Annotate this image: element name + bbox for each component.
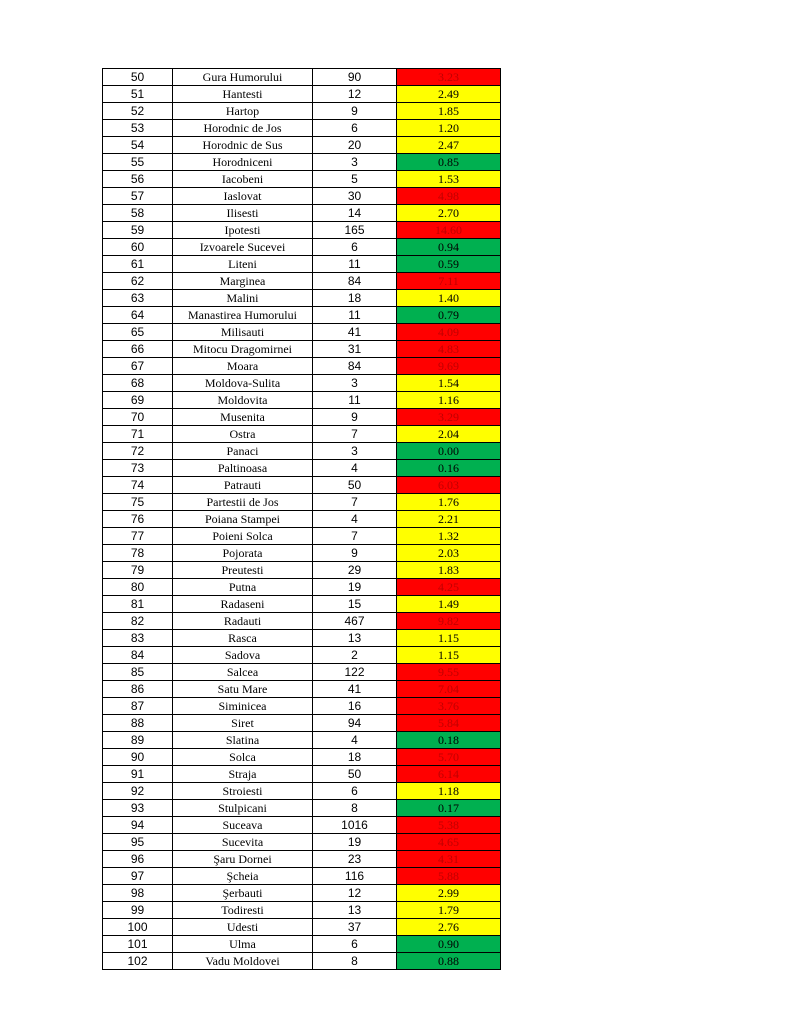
case-count: 2	[313, 647, 397, 664]
row-number: 64	[103, 307, 173, 324]
incidence-rate: 1.49	[397, 596, 501, 613]
locality-name: Moldovita	[173, 392, 313, 409]
case-count: 41	[313, 324, 397, 341]
table-row	[103, 885, 501, 902]
row-number: 99	[103, 902, 173, 919]
locality-name: Satu Mare	[173, 681, 313, 698]
locality-name: Malini	[173, 290, 313, 307]
row-number: 56	[103, 171, 173, 188]
locality-name: Liteni	[173, 256, 313, 273]
row-number: 52	[103, 103, 173, 120]
row-number: 89	[103, 732, 173, 749]
row-number: 53	[103, 120, 173, 137]
row-number: 88	[103, 715, 173, 732]
table-row	[103, 868, 501, 885]
row-number: 51	[103, 86, 173, 103]
incidence-rate: 1.32	[397, 528, 501, 545]
row-number: 78	[103, 545, 173, 562]
incidence-rate: 4.83	[397, 341, 501, 358]
incidence-rate: 0.88	[397, 953, 501, 970]
table-row	[103, 375, 501, 392]
incidence-rate: 0.16	[397, 460, 501, 477]
locality-name: Slatina	[173, 732, 313, 749]
incidence-rate: 0.00	[397, 443, 501, 460]
table-row	[103, 460, 501, 477]
row-number: 92	[103, 783, 173, 800]
row-number: 94	[103, 817, 173, 834]
table-row	[103, 851, 501, 868]
locality-name: Stroiesti	[173, 783, 313, 800]
table-row	[103, 307, 501, 324]
locality-name: Şaru Dornei	[173, 851, 313, 868]
locality-name: Udesti	[173, 919, 313, 936]
incidence-rate: 1.79	[397, 902, 501, 919]
table-row	[103, 749, 501, 766]
incidence-rate: 2.47	[397, 137, 501, 154]
incidence-rate: 3.29	[397, 409, 501, 426]
table-row	[103, 630, 501, 647]
incidence-rate: 4.98	[397, 188, 501, 205]
row-number: 100	[103, 919, 173, 936]
table-row	[103, 681, 501, 698]
row-number: 69	[103, 392, 173, 409]
row-number: 72	[103, 443, 173, 460]
locality-name: Marginea	[173, 273, 313, 290]
locality-name: Salcea	[173, 664, 313, 681]
locality-name: Iaslovat	[173, 188, 313, 205]
table-row	[103, 290, 501, 307]
table-row	[103, 698, 501, 715]
locality-name: Hartop	[173, 103, 313, 120]
case-count: 467	[313, 613, 397, 630]
row-number: 82	[103, 613, 173, 630]
case-count: 8	[313, 953, 397, 970]
locality-name: Ilisesti	[173, 205, 313, 222]
table-row	[103, 953, 501, 970]
case-count: 4	[313, 732, 397, 749]
row-number: 93	[103, 800, 173, 817]
table-row	[103, 647, 501, 664]
case-count: 11	[313, 392, 397, 409]
row-number: 63	[103, 290, 173, 307]
table-row	[103, 137, 501, 154]
row-number: 67	[103, 358, 173, 375]
locality-name: Siret	[173, 715, 313, 732]
locality-name: Rasca	[173, 630, 313, 647]
table-row	[103, 528, 501, 545]
table-row	[103, 188, 501, 205]
table-row	[103, 936, 501, 953]
incidence-rate: 0.90	[397, 936, 501, 953]
row-number: 74	[103, 477, 173, 494]
locality-name: Poieni Solca	[173, 528, 313, 545]
case-count: 122	[313, 664, 397, 681]
case-count: 165	[313, 222, 397, 239]
incidence-rate: 4.31	[397, 851, 501, 868]
locality-name: Horodnic de Sus	[173, 137, 313, 154]
incidence-rate: 5.70	[397, 749, 501, 766]
row-number: 57	[103, 188, 173, 205]
case-count: 11	[313, 256, 397, 273]
table-row	[103, 545, 501, 562]
locality-name: Ulma	[173, 936, 313, 953]
case-count: 18	[313, 290, 397, 307]
table-row	[103, 579, 501, 596]
incidence-rate: 0.59	[397, 256, 501, 273]
case-count: 6	[313, 936, 397, 953]
table-row	[103, 205, 501, 222]
case-count: 23	[313, 851, 397, 868]
case-count: 18	[313, 749, 397, 766]
table-row	[103, 392, 501, 409]
row-number: 76	[103, 511, 173, 528]
table-row	[103, 341, 501, 358]
row-number: 62	[103, 273, 173, 290]
row-number: 85	[103, 664, 173, 681]
case-count: 9	[313, 545, 397, 562]
row-number: 75	[103, 494, 173, 511]
case-count: 16	[313, 698, 397, 715]
locality-name: Radauti	[173, 613, 313, 630]
case-count: 4	[313, 511, 397, 528]
incidence-rate: 2.70	[397, 205, 501, 222]
row-number: 60	[103, 239, 173, 256]
table-row	[103, 494, 501, 511]
table-row	[103, 273, 501, 290]
locality-name: Horodniceni	[173, 154, 313, 171]
row-number: 81	[103, 596, 173, 613]
case-count: 7	[313, 528, 397, 545]
incidence-rate: 9.55	[397, 664, 501, 681]
case-count: 29	[313, 562, 397, 579]
incidence-rate: 0.85	[397, 154, 501, 171]
case-count: 9	[313, 103, 397, 120]
incidence-rate: 0.18	[397, 732, 501, 749]
table-row	[103, 409, 501, 426]
table-row	[103, 154, 501, 171]
locality-name: Stulpicani	[173, 800, 313, 817]
row-number: 87	[103, 698, 173, 715]
table-row	[103, 613, 501, 630]
table-row	[103, 732, 501, 749]
table-row	[103, 324, 501, 341]
locality-name: Straja	[173, 766, 313, 783]
row-number: 96	[103, 851, 173, 868]
incidence-rate: 2.49	[397, 86, 501, 103]
locality-name: Patrauti	[173, 477, 313, 494]
incidence-rate: 5.38	[397, 817, 501, 834]
row-number: 83	[103, 630, 173, 647]
row-number: 71	[103, 426, 173, 443]
incidence-rate: 2.03	[397, 545, 501, 562]
row-number: 59	[103, 222, 173, 239]
table-row	[103, 919, 501, 936]
table-row	[103, 477, 501, 494]
row-number: 84	[103, 647, 173, 664]
case-count: 6	[313, 120, 397, 137]
table-row	[103, 256, 501, 273]
locality-name: Izvoarele Sucevei	[173, 239, 313, 256]
locality-name: Manastirea Humorului	[173, 307, 313, 324]
locality-name: Mitocu Dragomirnei	[173, 341, 313, 358]
locality-name: Musenita	[173, 409, 313, 426]
locality-name: Putna	[173, 579, 313, 596]
case-count: 50	[313, 477, 397, 494]
locality-name: Hantesti	[173, 86, 313, 103]
row-number: 98	[103, 885, 173, 902]
locality-name: Radaseni	[173, 596, 313, 613]
case-count: 1016	[313, 817, 397, 834]
locality-name: Şcheia	[173, 868, 313, 885]
case-count: 8	[313, 800, 397, 817]
row-number: 73	[103, 460, 173, 477]
locality-name: Sucevita	[173, 834, 313, 851]
row-number: 70	[103, 409, 173, 426]
table-row	[103, 222, 501, 239]
incidence-rate: 1.16	[397, 392, 501, 409]
incidence-rate: 1.54	[397, 375, 501, 392]
locality-name: Iacobeni	[173, 171, 313, 188]
case-count: 6	[313, 783, 397, 800]
incidence-rate: 5.88	[397, 868, 501, 885]
table-row	[103, 783, 501, 800]
incidence-rate: 0.79	[397, 307, 501, 324]
case-count: 6	[313, 239, 397, 256]
table-row	[103, 120, 501, 137]
incidence-rate: 1.15	[397, 647, 501, 664]
case-count: 12	[313, 86, 397, 103]
incidence-rate: 2.76	[397, 919, 501, 936]
incidence-rate: 1.15	[397, 630, 501, 647]
incidence-rate: 0.17	[397, 800, 501, 817]
case-count: 13	[313, 630, 397, 647]
case-count: 3	[313, 154, 397, 171]
incidence-rate: 0.94	[397, 239, 501, 256]
row-number: 66	[103, 341, 173, 358]
incidence-rate: 1.18	[397, 783, 501, 800]
case-count: 12	[313, 885, 397, 902]
row-number: 90	[103, 749, 173, 766]
locality-name: Partestii de Jos	[173, 494, 313, 511]
row-number: 50	[103, 69, 173, 86]
table-row	[103, 69, 501, 86]
locality-name: Milisauti	[173, 324, 313, 341]
row-number: 91	[103, 766, 173, 783]
locality-name: Panaci	[173, 443, 313, 460]
table-row	[103, 239, 501, 256]
incidence-rate: 7.04	[397, 681, 501, 698]
incidence-rate: 3.23	[397, 69, 501, 86]
table-row	[103, 817, 501, 834]
locality-name: Preutesti	[173, 562, 313, 579]
case-count: 94	[313, 715, 397, 732]
data-table	[102, 68, 501, 970]
row-number: 58	[103, 205, 173, 222]
case-count: 116	[313, 868, 397, 885]
locality-name: Şerbauti	[173, 885, 313, 902]
table-row	[103, 358, 501, 375]
case-count: 5	[313, 171, 397, 188]
case-count: 9	[313, 409, 397, 426]
table-row	[103, 715, 501, 732]
locality-name: Horodnic de Jos	[173, 120, 313, 137]
table-row	[103, 426, 501, 443]
locality-name: Sadova	[173, 647, 313, 664]
incidence-rate: 9.69	[397, 358, 501, 375]
case-count: 11	[313, 307, 397, 324]
locality-name: Solca	[173, 749, 313, 766]
incidence-rate: 2.99	[397, 885, 501, 902]
incidence-rate: 5.84	[397, 715, 501, 732]
incidence-rate: 4.09	[397, 324, 501, 341]
table-row	[103, 443, 501, 460]
incidence-rate: 1.83	[397, 562, 501, 579]
locality-name: Ostra	[173, 426, 313, 443]
case-count: 84	[313, 273, 397, 290]
row-number: 101	[103, 936, 173, 953]
row-number: 95	[103, 834, 173, 851]
case-count: 50	[313, 766, 397, 783]
row-number: 61	[103, 256, 173, 273]
table-row	[103, 511, 501, 528]
row-number: 80	[103, 579, 173, 596]
incidence-rate: 2.21	[397, 511, 501, 528]
locality-name: Vadu Moldovei	[173, 953, 313, 970]
case-count: 4	[313, 460, 397, 477]
case-count: 3	[313, 443, 397, 460]
locality-name: Paltinoasa	[173, 460, 313, 477]
case-count: 19	[313, 579, 397, 596]
incidence-rate: 4.65	[397, 834, 501, 851]
locality-name: Moara	[173, 358, 313, 375]
incidence-rate: 1.85	[397, 103, 501, 120]
incidence-rate: 4.25	[397, 579, 501, 596]
incidence-rate: 1.76	[397, 494, 501, 511]
table-row	[103, 86, 501, 103]
incidence-rate: 2.04	[397, 426, 501, 443]
row-number: 79	[103, 562, 173, 579]
incidence-rate: 1.20	[397, 120, 501, 137]
row-number: 55	[103, 154, 173, 171]
locality-name: Moldova-Sulita	[173, 375, 313, 392]
table-row	[103, 171, 501, 188]
incidence-rate: 1.53	[397, 171, 501, 188]
locality-name: Todiresti	[173, 902, 313, 919]
locality-name: Ipotesti	[173, 222, 313, 239]
case-count: 14	[313, 205, 397, 222]
case-count: 41	[313, 681, 397, 698]
incidence-rate: 9.82	[397, 613, 501, 630]
case-count: 7	[313, 426, 397, 443]
table-row	[103, 800, 501, 817]
table-body	[103, 69, 501, 970]
case-count: 37	[313, 919, 397, 936]
case-count: 30	[313, 188, 397, 205]
case-count: 19	[313, 834, 397, 851]
row-number: 54	[103, 137, 173, 154]
case-count: 20	[313, 137, 397, 154]
locality-name: Gura Humorului	[173, 69, 313, 86]
table-row	[103, 834, 501, 851]
incidence-rate: 14.60	[397, 222, 501, 239]
table-row	[103, 902, 501, 919]
case-count: 3	[313, 375, 397, 392]
locality-name: Poiana Stampei	[173, 511, 313, 528]
table-row	[103, 103, 501, 120]
case-count: 90	[313, 69, 397, 86]
incidence-rate: 1.40	[397, 290, 501, 307]
table-row	[103, 664, 501, 681]
case-count: 13	[313, 902, 397, 919]
row-number: 65	[103, 324, 173, 341]
locality-name: Suceava	[173, 817, 313, 834]
row-number: 102	[103, 953, 173, 970]
case-count: 31	[313, 341, 397, 358]
row-number: 68	[103, 375, 173, 392]
incidence-rate: 3.76	[397, 698, 501, 715]
row-number: 77	[103, 528, 173, 545]
locality-name: Pojorata	[173, 545, 313, 562]
incidence-rate: 6.03	[397, 477, 501, 494]
incidence-rate: 7.11	[397, 273, 501, 290]
row-number: 86	[103, 681, 173, 698]
table-row	[103, 562, 501, 579]
locality-name: Siminicea	[173, 698, 313, 715]
table-row	[103, 596, 501, 613]
case-count: 84	[313, 358, 397, 375]
case-count: 15	[313, 596, 397, 613]
case-count: 7	[313, 494, 397, 511]
table-row	[103, 766, 501, 783]
incidence-rate: 6.14	[397, 766, 501, 783]
row-number: 97	[103, 868, 173, 885]
